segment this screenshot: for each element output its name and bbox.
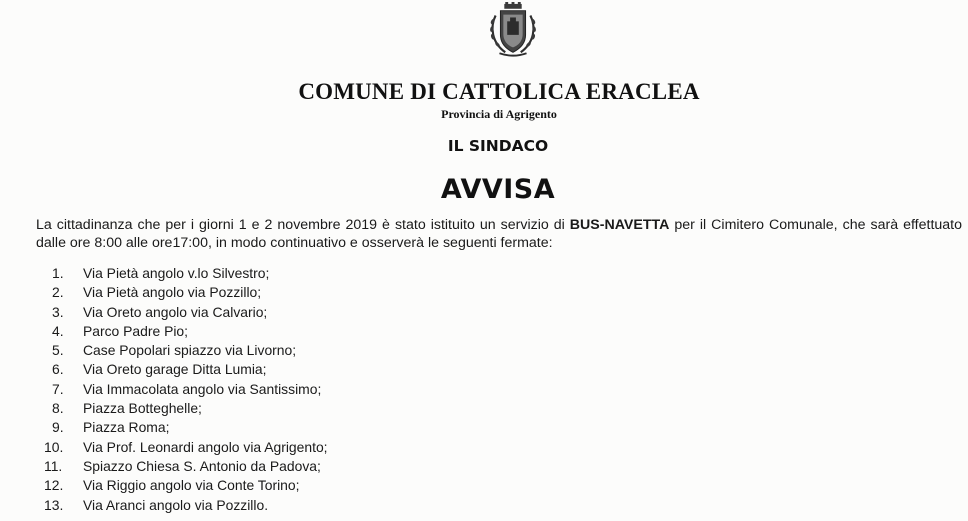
bus-stop-list bbox=[44, 264, 652, 515]
notice-heading: AVVISA bbox=[440, 174, 556, 205]
list-item bbox=[44, 476, 652, 495]
list-item bbox=[52, 303, 652, 322]
coat-of-arms-icon bbox=[484, 2, 542, 60]
list-item-text: Via Riggio angolo via Conte Torino; bbox=[83, 477, 300, 494]
list-item-text: Spiazzo Chiesa S. Antonio da Padova; bbox=[83, 457, 321, 474]
list-item bbox=[44, 457, 652, 476]
list-item bbox=[44, 496, 652, 515]
list-item-text: Piazza Botteghelle; bbox=[83, 400, 202, 417]
province-name: Provincia di Agrigento bbox=[441, 107, 557, 121]
list-item bbox=[52, 264, 652, 283]
list-item-number: 8. bbox=[52, 400, 64, 417]
list-item bbox=[52, 380, 652, 399]
municipality-name: COMUNE DI CATTOLICA ERACLEA bbox=[298, 79, 700, 104]
issuer-title: IL SINDACO bbox=[447, 137, 549, 155]
list-item-number: 5. bbox=[52, 342, 64, 359]
list-item-text: Via Pietà angolo v.lo Silvestro; bbox=[83, 265, 270, 281]
list-item-text: Piazza Roma; bbox=[83, 419, 170, 436]
list-item bbox=[52, 399, 652, 418]
list-item-number: 12. bbox=[44, 477, 64, 494]
list-item-number: 13. bbox=[44, 496, 64, 513]
list-item-number: 11. bbox=[44, 457, 63, 474]
list-item-number: 10. bbox=[44, 438, 64, 455]
list-item-text: Via Pietà angolo via Pozzillo; bbox=[83, 284, 262, 301]
list-item-number: 3. bbox=[52, 303, 64, 320]
list-item-text: Via Oreto angolo via Calvario; bbox=[83, 303, 268, 320]
list-item-text: Parco Padre Pio; bbox=[83, 322, 189, 339]
list-item bbox=[44, 438, 652, 457]
list-item-number: 4. bbox=[52, 322, 64, 339]
list-item-text: Case Popolari spiazzo via Livorno; bbox=[83, 342, 297, 359]
intro-text-start: La cittadinanza che per i giorni 1 e 2 novembre 2019 è stato istituito un servizio di bbox=[36, 217, 570, 233]
list-item-number: 6. bbox=[52, 361, 64, 378]
list-item bbox=[52, 283, 652, 302]
intro-highlight: BUS-NAVETTA bbox=[569, 217, 670, 233]
list-item-text: Via Prof. Leonardi angolo via Agrigento; bbox=[83, 438, 328, 455]
list-item bbox=[52, 418, 652, 437]
list-item bbox=[52, 341, 652, 360]
list-item-text: Via Aranci angolo via Pozzillo. bbox=[83, 496, 269, 513]
list-item bbox=[52, 360, 652, 379]
list-item-text: Via Oreto garage Ditta Lumia; bbox=[83, 361, 267, 378]
list-item-number: 1. bbox=[52, 265, 64, 281]
list-item-text: Via Immacolata angolo via Santissimo; bbox=[83, 380, 322, 397]
intro-text-end: per il Cimitero Comunale, che sarà effettuato dalle ore 8:00 alle ore17:00, in modo continuativo e osserverà le seguenti fermate: bbox=[36, 217, 962, 251]
list-item-number: 9. bbox=[52, 419, 64, 436]
list-item-number: 2. bbox=[52, 284, 64, 301]
intro-paragraph bbox=[36, 217, 962, 252]
list-item-number: 7. bbox=[52, 380, 64, 397]
list-item bbox=[52, 322, 652, 341]
